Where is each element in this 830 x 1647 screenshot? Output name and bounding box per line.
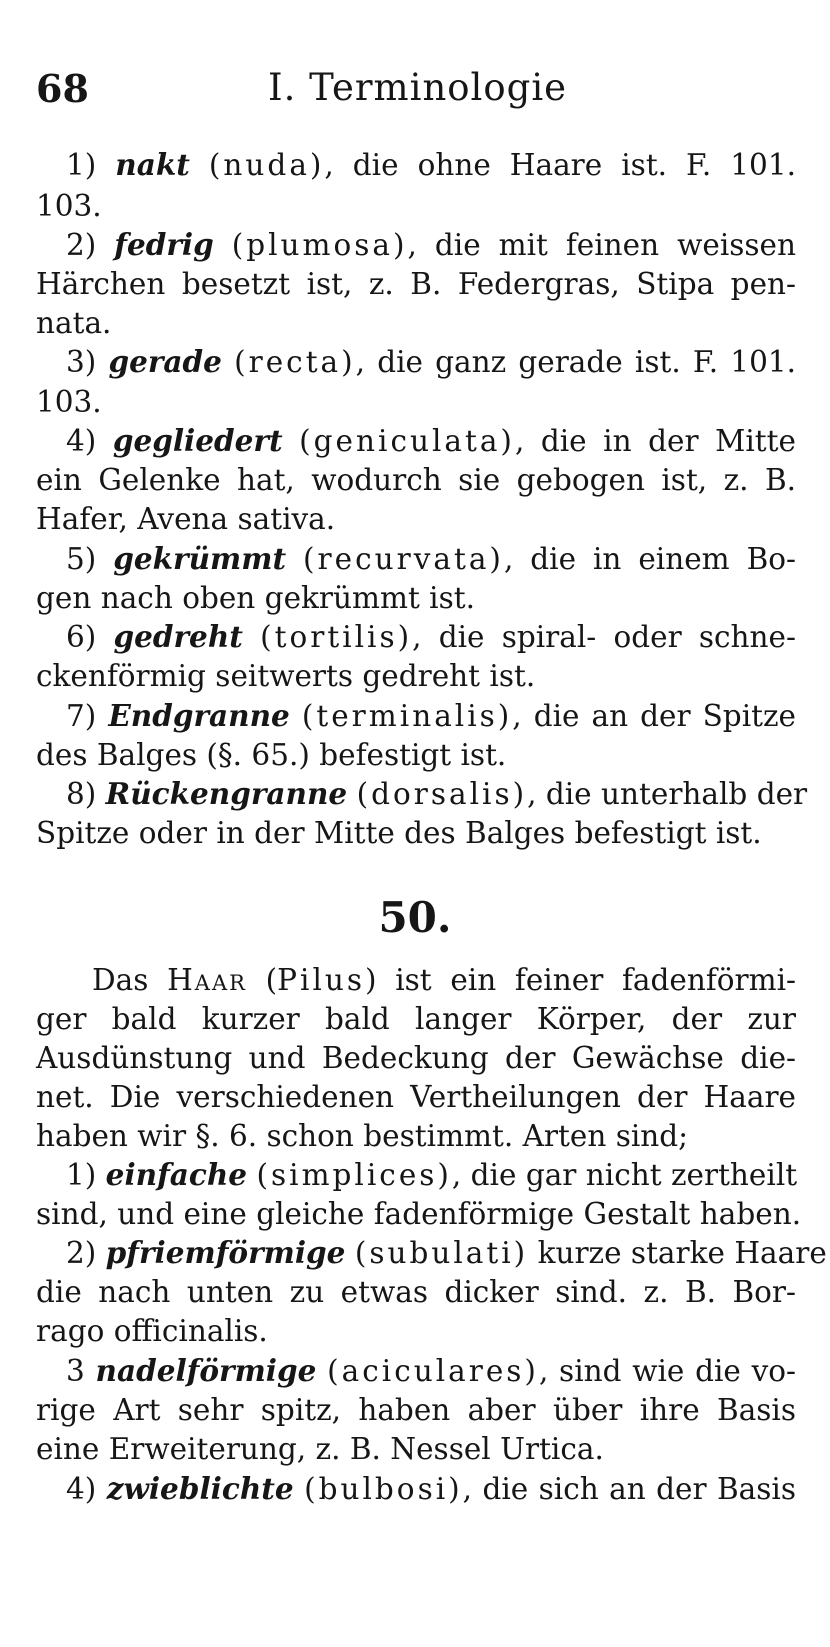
section-number: 50. <box>378 893 452 942</box>
term: zwieblichte <box>106 1471 294 1506</box>
text-line: 1) einfache (simplices), die gar nicht zertheilt <box>66 1157 798 1192</box>
text-line: die nach unten zu etwas dicker sind. z. B. Bor- <box>36 1275 796 1309</box>
text-line: 6) gedreht (tortilis), die spiral- oder schne- <box>66 619 796 654</box>
latin-term: (nuda) <box>208 148 325 182</box>
text-line: 103. <box>36 385 102 419</box>
text-line: rige Art sehr spitz, haben aber über ihre Basis <box>36 1393 796 1427</box>
latin-term: (recta) <box>234 345 356 379</box>
text-line: haben wir §. 6. schon bestimmt. Arten sind; <box>36 1119 689 1153</box>
text-line: 4) zwieblichte (bulbosi), die sich an der Basis <box>66 1471 796 1506</box>
text-line: gen nach oben gekrümmt ist. <box>36 581 475 615</box>
paragraph-first-line: Das Haar (Pilus) ist ein feiner fadenförmi- <box>92 963 796 997</box>
term: gegliedert <box>112 423 283 458</box>
term: Endgranne <box>108 698 290 733</box>
text-line: 2) pfriemförmige (subulati) kurze starke Haare <box>66 1235 827 1270</box>
text-line: 5) gekrümmt (recurvata), die in einem Bo- <box>66 541 796 576</box>
text-line: nata. <box>36 306 112 340</box>
page-header <box>36 66 770 126</box>
term: gerade <box>108 344 222 379</box>
text-line: ger bald kurzer bald langer Körper, der zur <box>36 1002 796 1036</box>
caps-term: Haar <box>167 963 247 997</box>
latin-term: (subulati) <box>354 1236 529 1270</box>
term: nadelförmige <box>95 1353 317 1388</box>
latin-term: Pilus <box>277 963 366 997</box>
text-line: 3 nadelförmige (aciculares), sind wie die vo- <box>66 1353 796 1388</box>
text-line: 2) fedrig (plumosa), die mit feinen weissen <box>66 227 796 262</box>
text-line: 1) nakt (nuda), die ohne Haare ist. F. 101. <box>66 147 796 182</box>
text-line: Ausdünstung und Bedeckung der Gewächse die- <box>36 1041 796 1075</box>
page-number: 68 <box>36 66 89 111</box>
latin-term: (tortilis) <box>260 620 413 654</box>
text-line: ckenförmig seitwerts gedreht ist. <box>36 659 536 693</box>
text-line: des Balges (§. 65.) befestigt ist. <box>36 738 507 772</box>
term: pfriemförmige <box>105 1235 346 1270</box>
text-line: 7) Endgranne (terminalis), die an der Spitze <box>66 698 796 733</box>
text-line: 3) gerade (recta), die ganz gerade ist. F. 101. <box>66 344 796 379</box>
latin-term: (recurvata) <box>303 542 504 576</box>
term: einfache <box>105 1157 248 1192</box>
latin-term: (plumosa) <box>231 228 408 262</box>
text-line: eine Erweiterung, z. B. Nessel Urtica. <box>36 1432 604 1466</box>
latin-term: (aciculares) <box>327 1354 539 1388</box>
text-line: 103. <box>36 189 102 223</box>
term: gekrümmt <box>113 541 287 576</box>
latin-term: (bulbosi) <box>304 1472 463 1506</box>
text-line: 8) Rückengranne (dorsalis), die unterhalb der <box>66 776 808 811</box>
text-line: ein Gelenke hat, wodurch sie gebogen ist, z. B. <box>36 463 796 497</box>
text-line: sind, und eine gleiche fadenförmige Gestalt haben. <box>36 1197 802 1231</box>
term: Rückengranne <box>105 776 348 811</box>
latin-term: (dorsalis) <box>356 777 528 811</box>
latin-term: (terminalis) <box>301 699 513 733</box>
text-line: Härchen besetzt ist, z. B. Federgras, Stipa pen- <box>36 267 796 301</box>
text-line: rago officinalis. <box>36 1314 268 1348</box>
latin-term: (geniculata) <box>299 424 515 458</box>
term: nakt <box>115 147 190 182</box>
text-line: 4) gegliedert (geniculata), die in der Mitte <box>66 423 796 458</box>
text-line: net. Die verschiedenen Vertheilungen der Haare <box>36 1080 796 1114</box>
text-line: Spitze oder in der Mitte des Balges befestigt ist. <box>36 816 762 850</box>
text-line: Hafer, Avena sativa. <box>36 502 336 536</box>
term: gedreht <box>113 619 243 654</box>
running-head: I. Terminologie <box>268 66 568 109</box>
latin-term: (simplices) <box>256 1158 452 1192</box>
term: fedrig <box>114 227 214 262</box>
